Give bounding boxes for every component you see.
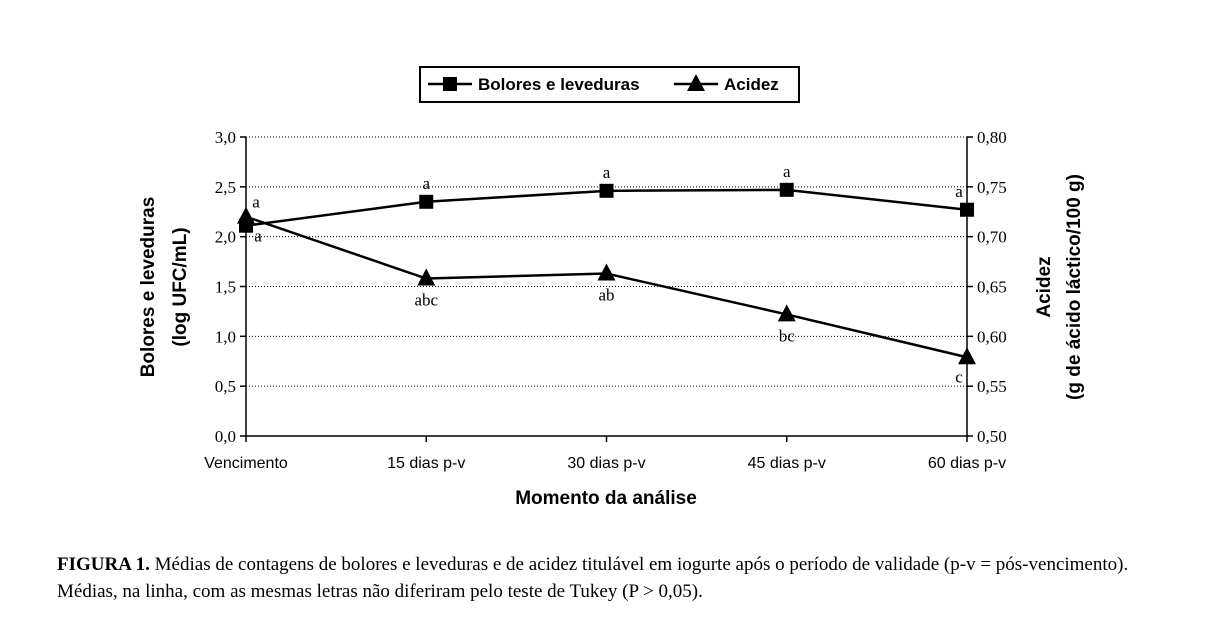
y-left-tick-label: 1,5: [214, 277, 236, 297]
data-point-triangle: [598, 264, 616, 281]
y-right-tick-label: 0,50: [977, 427, 1007, 446]
y-left-axis-title-line2: (log UFC/mL): [170, 227, 191, 347]
y-right-tick-label: 0,80: [977, 128, 1007, 147]
series-acidez: [237, 193, 976, 387]
data-point-square: [600, 184, 614, 198]
x-tick-label: 15 dias p-v: [387, 455, 466, 472]
series-layer: [237, 162, 976, 386]
y-right-axis-title-line1: Acidez: [1034, 256, 1055, 318]
data-point-square: [960, 203, 974, 217]
data-label: a: [602, 162, 611, 182]
y-left-tick-label: 3,0: [214, 128, 236, 147]
series-bolores-leveduras: [239, 162, 974, 246]
y-right-tick-label: 0,65: [977, 277, 1007, 297]
data-label: bc: [778, 326, 795, 346]
x-tick-label: 45 dias p-v: [747, 455, 826, 472]
y-right-tick-label: 0,75: [977, 177, 1007, 197]
y-left-tick-label: 2,5: [214, 177, 236, 197]
y-left-tick-label: 2,0: [214, 227, 236, 247]
data-point-square: [419, 195, 433, 209]
y-right-axis-title-line2: (g de ácido láctico/100 g): [1064, 174, 1085, 400]
legend-label: Bolores e leveduras: [478, 75, 640, 94]
legend: [420, 67, 799, 102]
data-point-square: [780, 183, 794, 197]
caption-text: Médias de contagens de bolores e leveduras e de acidez titulável em iogurte após o período de validade (p-v = pós-vencimento). Médias, na linha, com as mesmas letras não diferiram pelo teste de Tukey (P > 0,05).: [57, 554, 1129, 602]
x-tick-label: 60 dias p-v: [927, 455, 1007, 472]
data-label: a: [252, 192, 260, 212]
x-tick-label: 30 dias p-v: [567, 455, 646, 472]
data-label: c: [955, 367, 963, 387]
data-label: ab: [598, 285, 615, 305]
legend-label: Acidez: [724, 75, 779, 94]
data-label: a: [254, 226, 262, 246]
data-label: a: [782, 161, 791, 181]
legend-marker-square: [443, 77, 457, 91]
y-right-tick-label: 0,60: [977, 327, 1007, 347]
y-left-tick-label: 0,0: [214, 427, 236, 446]
data-label: a: [955, 181, 963, 201]
y-left-tick-label: 1,0: [214, 327, 236, 347]
y-left-axis-title-line1: Bolores e leveduras: [138, 196, 159, 378]
data-label: abc: [414, 290, 439, 310]
data-label: a: [422, 173, 431, 193]
y-right-tick-label: 0,70: [977, 227, 1007, 247]
figure-caption: [57, 551, 1177, 605]
x-tick-label: Vencimento: [204, 455, 288, 472]
x-axis-title: Momento da análise: [515, 488, 697, 509]
y-left-tick-label: 0,5: [214, 377, 236, 397]
y-right-tick-label: 0,55: [977, 377, 1007, 397]
caption-label: FIGURA 1.: [57, 554, 150, 575]
